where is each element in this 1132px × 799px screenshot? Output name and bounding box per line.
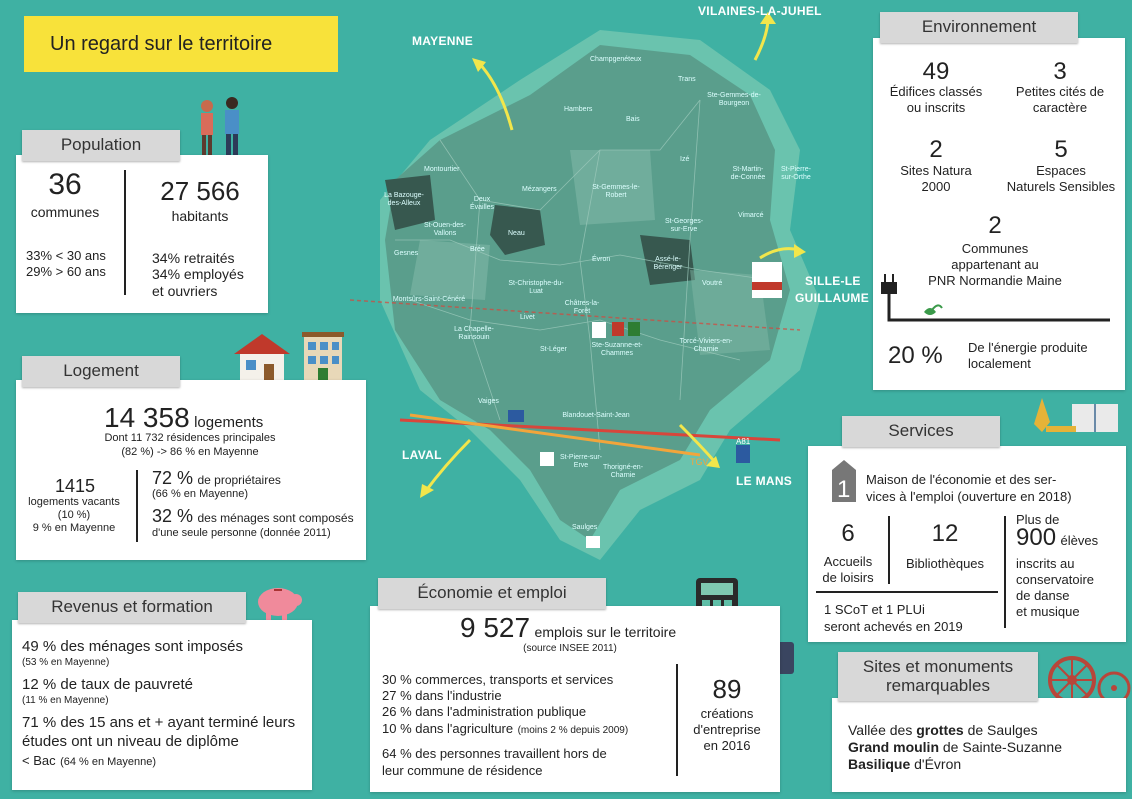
diplome-pct: 71 % <box>22 714 57 731</box>
diplome-text-3-line <box>22 752 156 770</box>
espaces-count: 5 <box>1054 136 1068 163</box>
eleves-label-5: et musique <box>1016 604 1080 619</box>
scot-label-1: 1 SCoT et 1 PLUi <box>824 602 925 617</box>
city-label-mayenne: MAYENNE <box>412 34 474 48</box>
logements-unit: logements <box>194 414 264 431</box>
map-commune-label: Assé-le-Bérenger <box>653 256 683 271</box>
map-commune-label: Évron <box>592 256 611 263</box>
employes-stat: 34% employés <box>152 266 244 282</box>
travail-hors-commune-2: leur commune de résidence <box>382 763 543 778</box>
houses-icon <box>232 330 344 382</box>
vacants-count: 1415 <box>54 476 96 496</box>
proprietaires-text: de propriétaires <box>197 473 281 487</box>
map-commune-label: Thorigné-en-Charnie <box>602 464 644 479</box>
services-tag: Services <box>842 416 1000 447</box>
site-basilique <box>848 756 961 772</box>
retraites-stat: 34% retraités <box>152 250 235 266</box>
map-commune-label: Saulges <box>572 524 598 531</box>
map-logo-evron-3 <box>628 322 640 336</box>
map-commune-label: Deux Évailles <box>469 196 495 211</box>
proprietaires-pct: 72 % <box>152 468 194 488</box>
map-arrow-vilaines <box>755 18 768 60</box>
creations-label-2: d'entreprise <box>693 722 761 737</box>
maison-count: 1 <box>837 476 851 503</box>
map-commune-label: St-Christophe-du-Luat <box>508 280 564 295</box>
emplois-source: (source INSEE 2011) <box>523 643 617 654</box>
map-commune-label: Gesnes <box>394 250 419 257</box>
site-grottes-pre: Vallée des <box>848 722 917 738</box>
map-commune-label: Ste-Gemmes-de-Bourgeon <box>707 92 761 107</box>
logements-count: 14 358 <box>104 402 190 433</box>
emplois-administration: 26 % dans l'administration publique <box>382 704 587 719</box>
menages-text: des ménages sont composés <box>197 511 354 525</box>
imposes-pct: 49 % <box>22 638 57 655</box>
imposes-line <box>22 638 243 655</box>
sites-tag-line-2: remarquables <box>886 675 990 695</box>
economie-divider <box>676 664 678 776</box>
pnr-label-3: PNR Normandie Maine <box>928 273 1062 288</box>
map-logo-evron-2 <box>612 322 624 336</box>
ouvriers-stat: et ouvriers <box>152 283 218 299</box>
map-logo-evron <box>592 322 606 338</box>
map-sign-a81 <box>736 445 750 463</box>
habitants-label: habitants <box>171 208 229 224</box>
map-commune-label: La Chapelle-Rainsouin <box>454 326 494 341</box>
logements-count-line <box>104 402 263 434</box>
edifices-count: 49 <box>922 58 950 85</box>
emplois-commerces: 30 % commerces, transports et services <box>382 672 614 687</box>
bibliotheques-label: Bibliothèques <box>905 556 985 571</box>
eleves-label-1: élèves <box>1060 533 1099 548</box>
natura-label-2: 2000 <box>921 179 951 194</box>
page-title: Un regard sur le territoire <box>50 33 273 55</box>
map-sille-sign-stripe <box>752 282 782 290</box>
map-logo-sgs <box>540 452 554 466</box>
proprietaires-mayenne: (66 % en Mayenne) <box>152 488 248 500</box>
emplois-line <box>460 612 676 644</box>
diplome-text-2: études ont un niveau de diplôme <box>22 733 239 750</box>
menages-line <box>152 506 354 527</box>
proprietaires-line <box>152 468 281 489</box>
map-commune-label: Izé <box>680 156 690 163</box>
map-commune-label: Champgenéteux <box>590 56 642 63</box>
site-moulin <box>848 739 1062 755</box>
map-commune-label: Livet <box>520 314 535 321</box>
map-commune-label: Blandouet-Saint-Jean <box>562 412 630 419</box>
natura-label-1: Sites Natura <box>900 163 972 178</box>
habitants-count: 27 566 <box>160 176 240 206</box>
services-divider-2 <box>1004 516 1006 628</box>
eleves-label-3: conservatoire <box>1016 572 1095 587</box>
services-hline <box>816 591 998 593</box>
population-divider <box>124 170 126 295</box>
emplois-industrie: 27 % dans l'industrie <box>382 688 502 703</box>
eleves-label-2: inscrits au <box>1016 556 1075 571</box>
diplome-line <box>22 714 295 731</box>
piggy-bank-icon <box>252 582 304 622</box>
energie-label-1: De l'énergie produite <box>968 340 1088 355</box>
city-label-le-mans: LE MANS <box>736 474 793 488</box>
population-tag: Population <box>22 130 180 161</box>
natura-count: 2 <box>929 136 943 163</box>
imposes-text: des ménages sont imposés <box>60 638 243 655</box>
bibliotheques-count: 12 <box>931 520 959 547</box>
vacants-mayenne: 9 % en Mayenne <box>32 522 116 534</box>
residences-mayenne: (82 %) -> 86 % en Mayenne <box>121 446 259 458</box>
eleves-prefix: Plus de <box>1016 512 1060 527</box>
diplome-text: des 15 ans et + ayant terminé leurs <box>60 714 296 731</box>
residences-principales: Dont 11 732 résidences principales <box>104 432 276 444</box>
scot-label-2: seront achevés en 2019 <box>824 619 963 634</box>
eleves-line <box>1016 524 1098 552</box>
map-commune-label: Vaiges <box>478 398 499 405</box>
city-label-sille-2: GUILLAUME <box>795 291 870 305</box>
map-commune-label: St-Ouen-des-Vallons <box>423 222 467 237</box>
pauvrete-pct: 12 % <box>22 676 57 693</box>
environnement-tag: Environnement <box>880 12 1078 43</box>
pauvrete-line <box>22 676 193 693</box>
economie-tag: Économie et emploi <box>378 578 606 609</box>
creations-label-1: créations <box>700 706 754 721</box>
maison-label-1: Maison de l'économie et des ser- <box>866 472 1057 487</box>
map-commune-label: La Bazouge-des-Alleux <box>384 192 424 207</box>
map-commune-label: St-Pierre-sur-Orthe <box>781 166 811 181</box>
petites-cites-label-1: Petites cités de <box>1015 84 1105 99</box>
diplome-mayenne: (64 % en Mayenne) <box>60 756 157 768</box>
map-commune-label: Torcé-Viviers-en-Charnie <box>679 338 733 353</box>
creations-label-3: en 2016 <box>703 738 751 753</box>
people-icon <box>192 94 248 160</box>
map-commune-label: Ste-Suzanne-et-Chammes <box>591 342 643 357</box>
site-grottes-bold: grottes <box>916 722 964 738</box>
accueils-count: 6 <box>841 520 855 547</box>
vacants-label: logements vacants <box>28 496 120 508</box>
site-basilique-post: d'Évron <box>910 756 962 772</box>
accueils-label-1: Accueils <box>823 554 873 569</box>
map-commune-label: Montsûrs-Saint-Cénéré <box>392 296 466 303</box>
diplome-text-3: < Bac <box>22 753 56 768</box>
city-label-laval: LAVAL <box>402 448 442 462</box>
map-commune-label: Bais <box>626 116 640 123</box>
revenus-tag: Revenus et formation <box>18 592 246 623</box>
pnr-count: 2 <box>988 212 1002 239</box>
emplois-agriculture-sub: (moins 2 % depuis 2009) <box>517 725 629 736</box>
road-label-a81: A81 <box>736 437 751 446</box>
emplois-text: emplois sur le territoire <box>534 624 677 640</box>
edifices-label-2: ou inscrits <box>906 100 966 115</box>
site-moulin-bold: Grand moulin <box>848 739 939 755</box>
communes-label: communes <box>30 204 100 220</box>
creations-count: 89 <box>712 674 742 704</box>
map-sille-sign <box>752 262 782 298</box>
site-grottes-post: de Saulges <box>963 722 1038 738</box>
menages-sub: d'une seule personne (donnée 2011) <box>152 527 331 539</box>
site-grottes <box>848 722 1038 738</box>
travail-hors-commune: 64 % des personnes travaillent hors de <box>382 746 607 761</box>
emplois-agriculture-line <box>382 720 628 738</box>
eleves-label-4: de danse <box>1016 588 1070 603</box>
map-commune-label: Neau <box>508 230 525 237</box>
emplois-count: 9 527 <box>460 612 531 643</box>
map-commune-label: St-Martin-de-Connée <box>730 166 766 181</box>
emplois-agriculture: 10 % dans l'agriculture <box>382 721 514 736</box>
pnr-label-1: Communes <box>961 241 1029 256</box>
logement-divider <box>136 470 138 542</box>
map-commune-label: St-Georges-sur-Erve <box>664 218 704 233</box>
sites-tag <box>838 652 1038 701</box>
map-commune-label: Montourtier <box>424 166 460 173</box>
music-books-icon <box>1028 394 1128 442</box>
pauvrete-mayenne: (11 % en Mayenne) <box>22 695 109 706</box>
map-commune-label: St-Gemmes-le-Robert <box>592 184 640 199</box>
espaces-label-1: Espaces <box>1036 163 1086 178</box>
eleves-count: 900 <box>1016 524 1057 551</box>
site-moulin-post: de Sainte-Suzanne <box>939 739 1062 755</box>
accueils-label-2: de loisirs <box>822 570 874 585</box>
petites-cites-label-2: caractère <box>1032 100 1088 115</box>
menages-pct: 32 % <box>152 506 194 526</box>
imposes-mayenne: (53 % en Mayenne) <box>22 657 110 668</box>
energie-label-2: localement <box>968 356 1031 371</box>
logement-tag: Logement <box>22 356 180 387</box>
map-commune-label: Hambers <box>564 106 593 113</box>
sites-tag-line-1: Sites et monuments <box>862 657 1014 676</box>
pnr-label-2: appartenant au <box>951 257 1039 272</box>
map-commune-label: Trans <box>678 76 696 83</box>
edifices-label-1: Édifices classés <box>889 84 983 99</box>
petites-cites-count: 3 <box>1053 58 1067 85</box>
map-commune-label: Châtres-la-Forêt <box>564 300 600 315</box>
map-commune-label: Vimarcé <box>738 212 764 219</box>
map-commune-label: St-Pierre-sur-Erve <box>559 454 602 469</box>
espaces-label-2: Naturels Sensibles <box>1006 179 1116 194</box>
age-under-30: 33% < 30 ans <box>26 248 106 263</box>
road-label-tgv: TGV <box>690 457 709 467</box>
energie-pct: 20 % <box>888 342 943 369</box>
map-commune-label: Mézangers <box>522 186 557 193</box>
maison-label-2: vices à l'emploi (ouverture en 2018) <box>866 489 1072 504</box>
vacants-pct: (10 %) <box>57 509 91 521</box>
map-logo-saulges <box>586 536 600 548</box>
plug-icon <box>880 272 1112 324</box>
site-basilique-bold: Basilique <box>848 756 911 772</box>
communes-count: 36 <box>48 168 82 201</box>
map-commune-label: Voutré <box>702 280 723 287</box>
age-over-60: 29% > 60 ans <box>26 264 106 279</box>
map-sign-vaiges <box>508 410 524 422</box>
map-commune-label: St-Léger <box>540 346 567 353</box>
pauvrete-text: de taux de pauvreté <box>60 676 193 693</box>
map-arrow-laval-head <box>420 484 434 498</box>
map-commune-label: Brée <box>470 246 485 253</box>
city-label-vilaines: VILAINES-LA-JUHEL <box>698 4 822 18</box>
city-label-sille-1: SILLE-LE <box>805 274 861 288</box>
